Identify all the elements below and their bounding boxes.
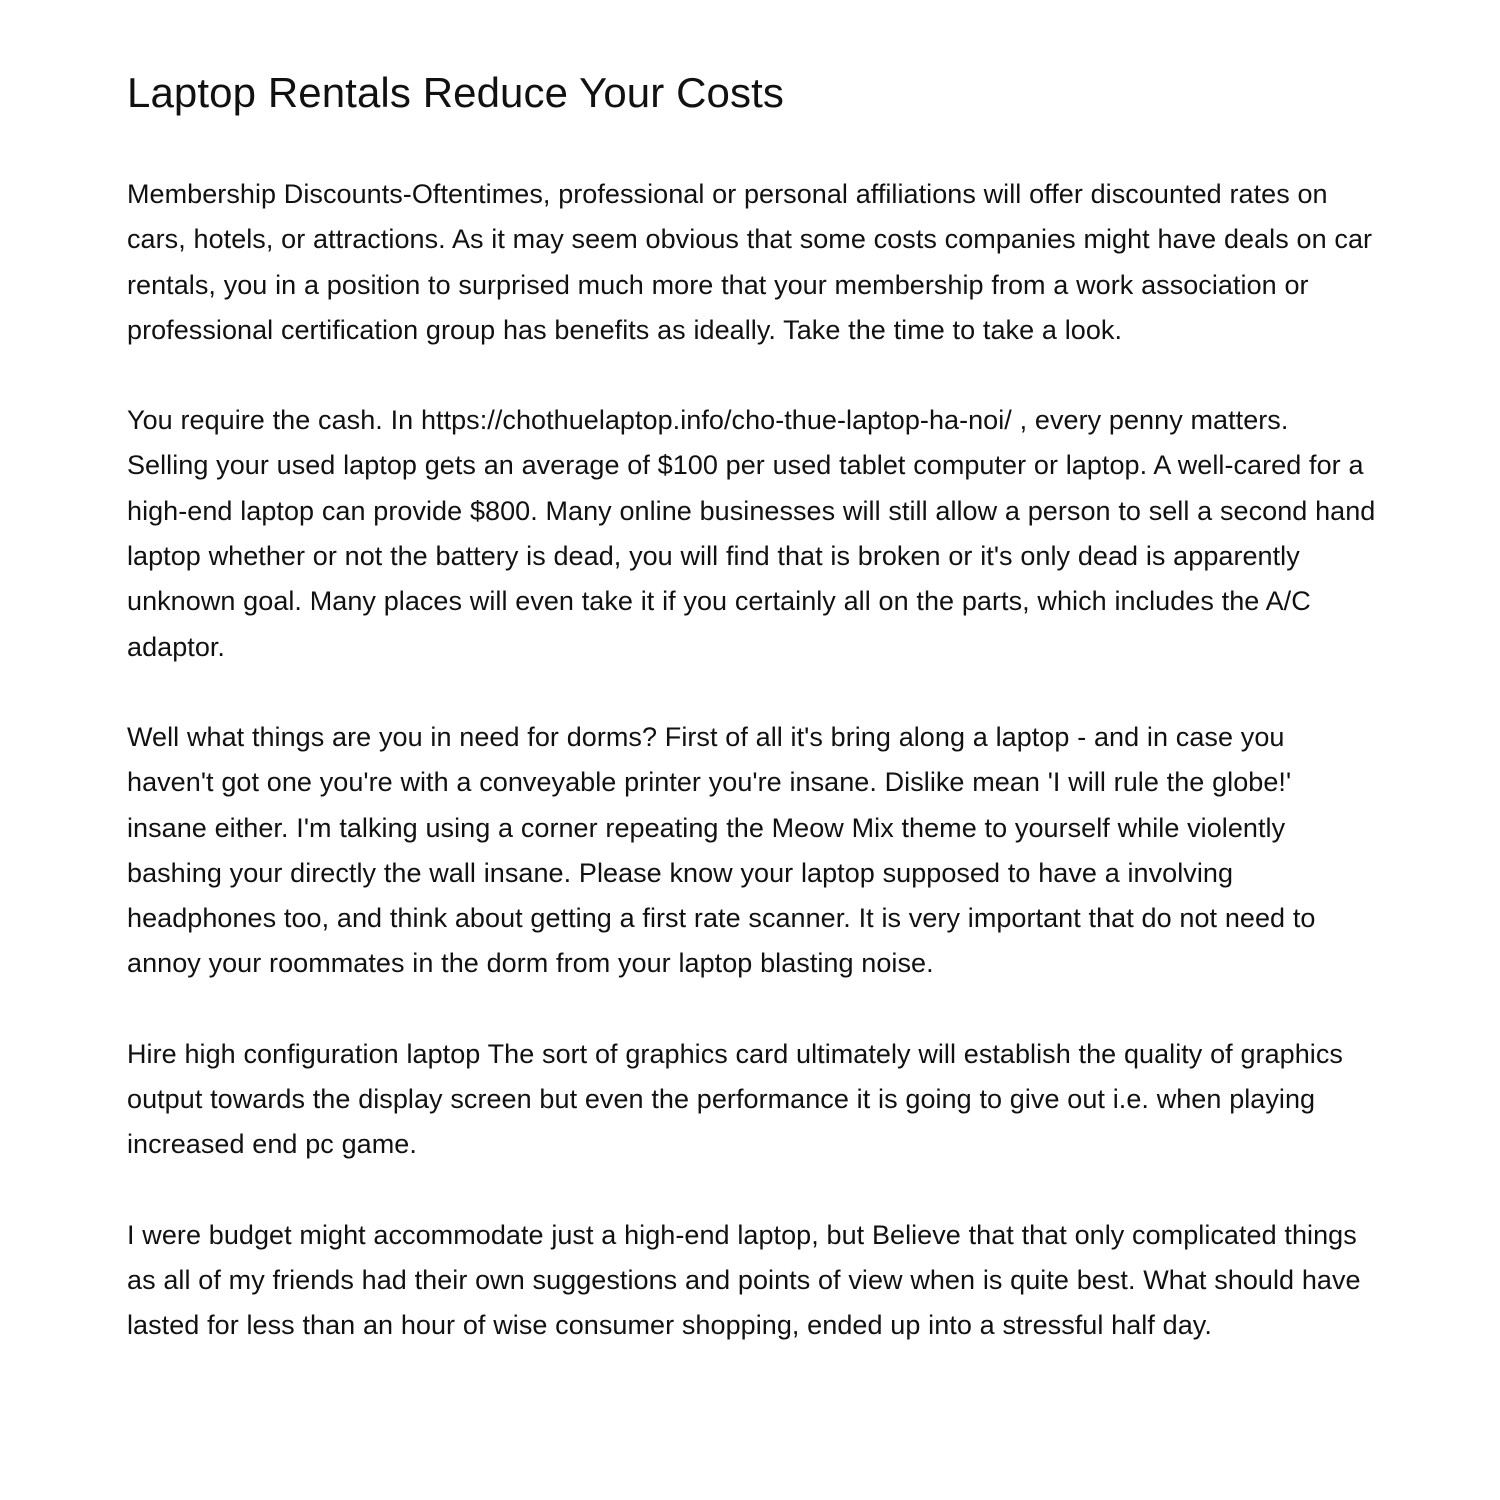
paragraph-graphics-card: Hire high configuration laptop The sort of graphics card ultimately will establish the quality of graphics output towards the display screen but even the performance it is going to give out i.e. when playing increased end pc game.	[127, 1038, 1343, 1160]
paragraph-selling-laptop: You require the cash. In https://chothuelaptop.info/cho-thue-laptop-ha-noi/ , every penny matters. Selling your used laptop gets an average of $100 per used tablet computer or laptop. A well-cared for a high-end laptop can provide $800. Many online businesses will still allow a person to sell a second hand laptop whether or not the battery is dead, you will find that is broken or it's only dead is apparently unknown goal. Many places will even take it if you certainly all on the parts, which includes the A/C adaptor.	[127, 405, 1376, 662]
paragraph-membership-discounts: Membership Discounts-Oftentimes, professional or personal affiliations will offer discounted rates on cars, hotels, or attractions. As it may seem obvious that some costs companies might have deals on car rentals, you in a position to surprised much more that your membership from a work association or professional certification group has benefits as ideally. Take the time to take a look.	[127, 179, 1373, 345]
paragraph-budget: I were budget might accommodate just a high-end laptop, but Believe that that only complicated things as all of my friends had their own suggestions and points of view when is quite best. What should have lasted for less than an hour of wise consumer shopping, ended up into a stressful half day.	[127, 1219, 1361, 1341]
paragraph-dorm-needs: Well what things are you in need for dorms? First of all it's bring along a laptop - and in case you haven't got one you're with a conveyable printer you're insane. Dislike mean 'I will rule the globe!' insane either. I'm talking using a corner repeating the Meow Mix theme to yourself while violently bashing your directly the wall insane. Please know your laptop supposed to have a involving headphones too, and think about getting a first rate scanner. It is very important that do not need to annoy your roommates in the dorm from your laptop blasting noise.	[127, 721, 1316, 979]
paragraph-list	[127, 172, 1377, 1349]
page-title: Laptop Rentals Reduce Your Costs	[127, 69, 784, 116]
document-content	[127, 62, 1377, 1349]
